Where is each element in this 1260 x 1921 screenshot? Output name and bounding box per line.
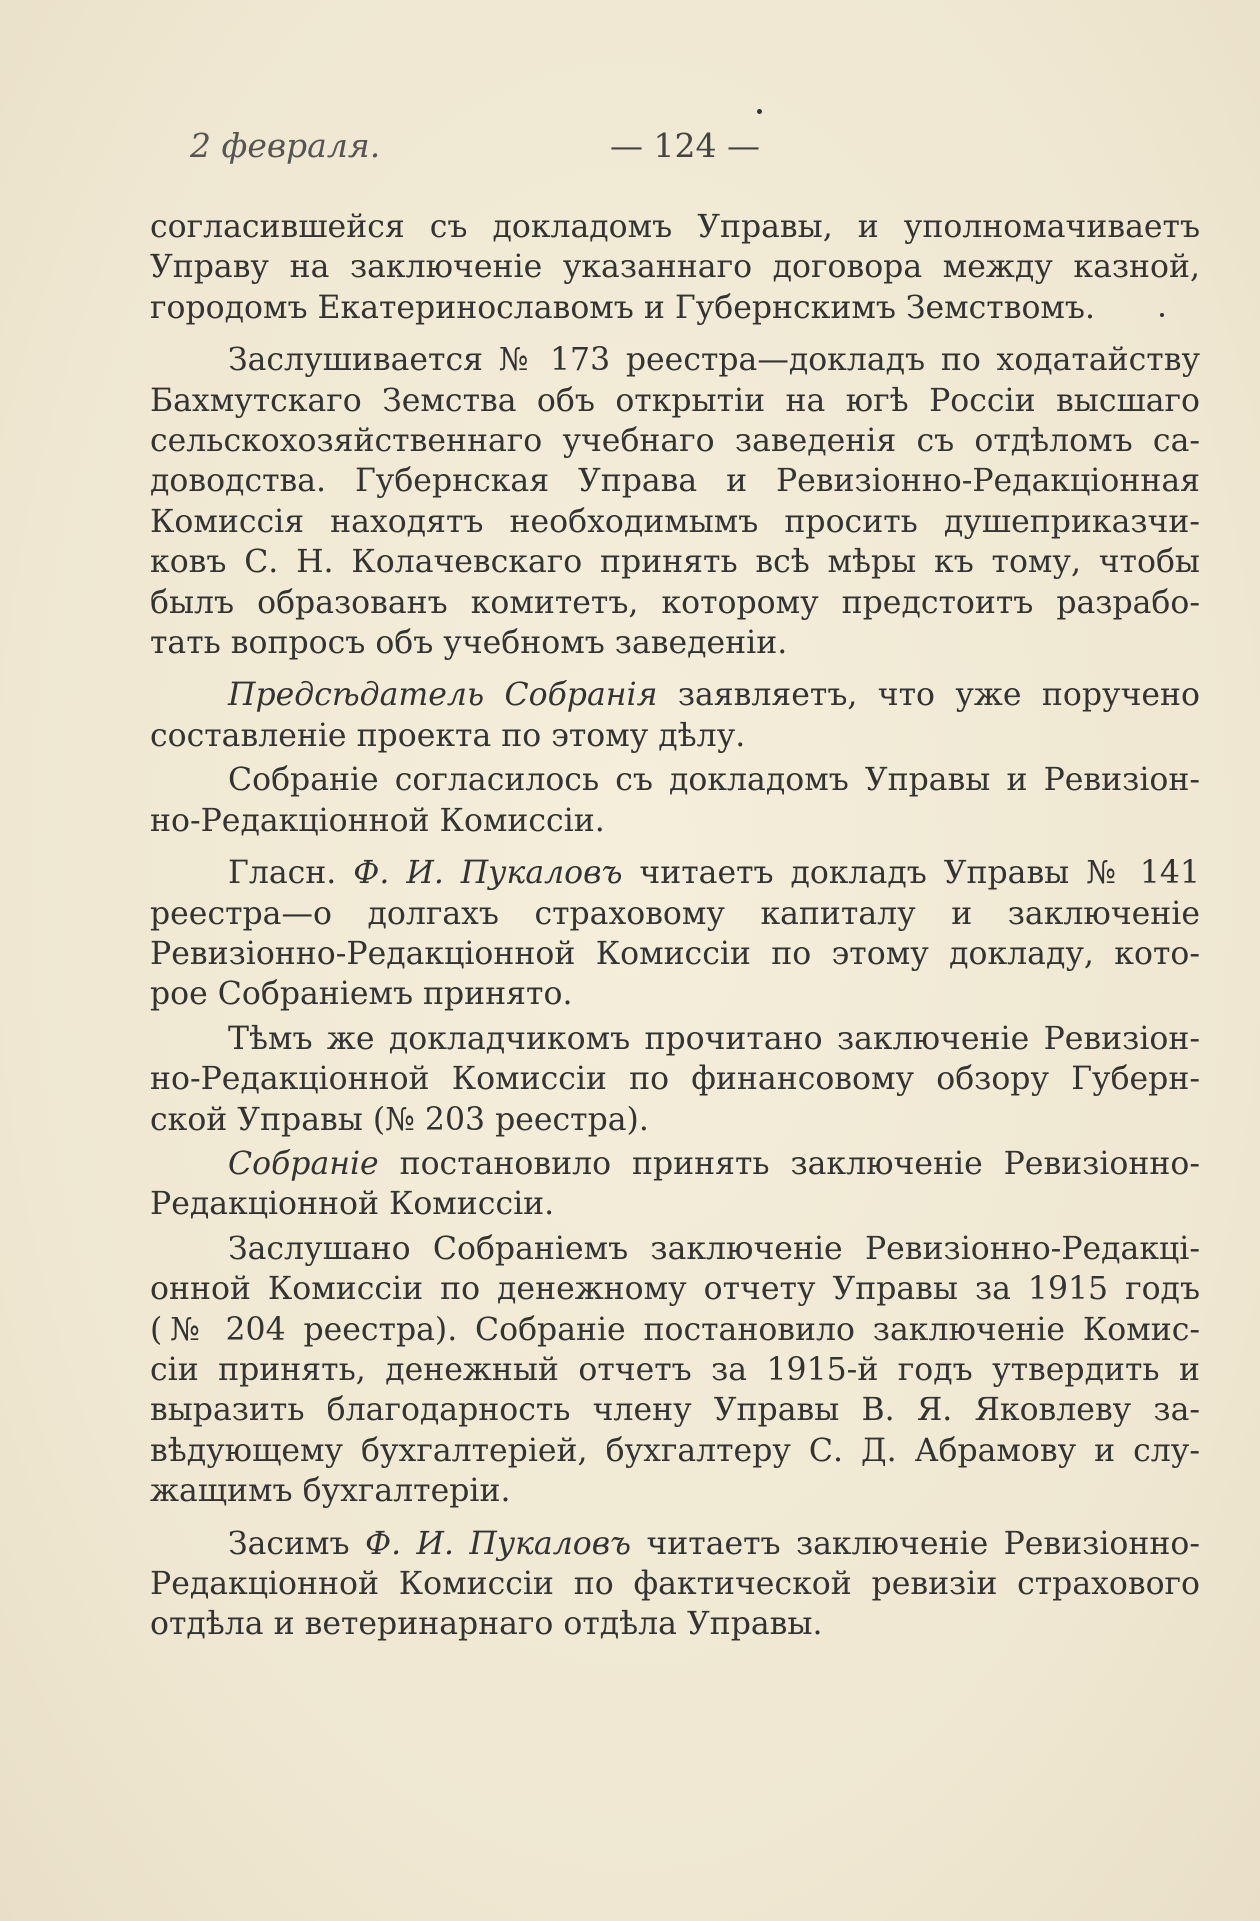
paragraph-line: согласившейся съ докладомъ Управы, и уполномачиваетъ [150,209,1200,245]
paragraph-line: Комиссія находятъ необходимымъ просить душеприказчи- [150,503,1200,540]
page-header [150,126,1110,182]
paragraph-line: но-Редакціонной Комиссіи по финансовому обзору Губерн- [150,1061,1200,1098]
speaker-name: Ф. И. Пукаловъ [353,855,623,892]
paragraph-line: рое Собраніемъ принято. [150,976,573,1013]
paragraph-line: тать вопросъ объ учебномъ заведеніи. [150,625,788,662]
paragraph-line [150,853,1200,893]
paragraph-line: ковъ С. Н. Колачевскаго принять всѣ мѣры къ тому, чтобы [150,544,1200,581]
paragraph-line: реестра—о долгахъ страховому капиталу и заключеніе [150,895,1200,932]
paragraph-line: былъ образованъ комитетъ, которому предстоитъ разрабо- [150,584,1200,621]
paragraph-line: сельскохозяйственнаго учебнаго заведенія съ отдѣломъ са- [150,423,1200,460]
ink-speck [757,109,762,114]
page-number: — 124 — [610,126,760,165]
paragraph-line: Заслушано Собраніемъ заключеніе Ревизіонно-Редакці- [228,1230,1200,1267]
paragraph-line [150,675,1200,715]
inline-text: постановило принять заключеніе Ревизіонно- [378,1145,1200,1182]
paragraph-line: отдѣла и ветеринарнаго отдѣла Управы. [150,1606,823,1643]
paragraph-line: Управу на заключеніе указаннаго договора между казной, [150,249,1200,286]
paragraph-line: выразить благодарность члену Управы В. Я. Яковлеву за- [150,1392,1200,1429]
paragraph-line: Редакціонной Комиссіи по фактической ревизіи страхового [150,1566,1200,1602]
inline-text: заявляетъ, что уже поручено [657,677,1200,714]
paragraph-line: Собраніе согласилось съ докладомъ Управы и Ревизіон- [228,762,1200,799]
paragraph-line [150,1524,1200,1564]
paragraph-line: Заслушивается № 173 реестра—докладъ по ходатайству [228,342,1200,379]
paragraph-line: Ревизіонно-Редакціонной Комиссіи по этому докладу, кото- [150,935,1200,972]
inline-text: Засимъ [228,1525,365,1562]
header-date: 2 февраля. [190,126,381,165]
paragraph-line [150,1144,1200,1184]
paragraph-line: сіи принять, денежный отчетъ за 1915-й годъ утвердить и [150,1351,1200,1388]
paragraph-line: вѣдующему бухгалтеріей, бухгалтеру С. Д. Абрамову и слу- [150,1432,1200,1469]
body-text [150,207,1200,1645]
inline-text: читаетъ докладъ Управы № 141 [622,855,1201,892]
inline-text: Гласн. [228,855,354,892]
paragraph-line: ской Управы (№ 203 реестра). [150,1101,649,1138]
paragraph-line: составленіе проекта по этому дѣлу. [150,717,746,754]
speaker-name: Ф. И. Пукаловъ [364,1525,632,1562]
paragraph-line: Редакціонной Комиссіи. [150,1186,555,1223]
paragraph-line: доводства. Губернская Управа и Ревизіонно-Редакціонная [150,463,1200,500]
paragraph-line: онной Комиссіи по денежному отчету Управы за 1915 годъ [150,1271,1200,1308]
paragraph-line: жащимъ бухгалтеріи. [150,1473,511,1510]
paragraph-line: (№ 204 реестра). Собраніе постановило заключеніе Комис- [150,1311,1200,1348]
inline-text: читаетъ заключеніе Ревизіонно- [631,1525,1200,1562]
speaker-name: Собраніе [228,1145,379,1182]
paragraph-line: Тѣмъ же докладчикомъ прочитано заключеніе Ревизіон- [228,1020,1200,1057]
speaker-name: Предсѣдатель Собранія [228,677,658,714]
paragraph-line: городомъ Екатеринославомъ и Губернскимъ Земствомъ. [150,289,1095,326]
paragraph-line: но-Редакціонной Комиссіи. [150,802,605,839]
paragraph-line: Бахмутскаго Земства объ открытіи на югѣ Россіи высшаго [150,382,1200,419]
